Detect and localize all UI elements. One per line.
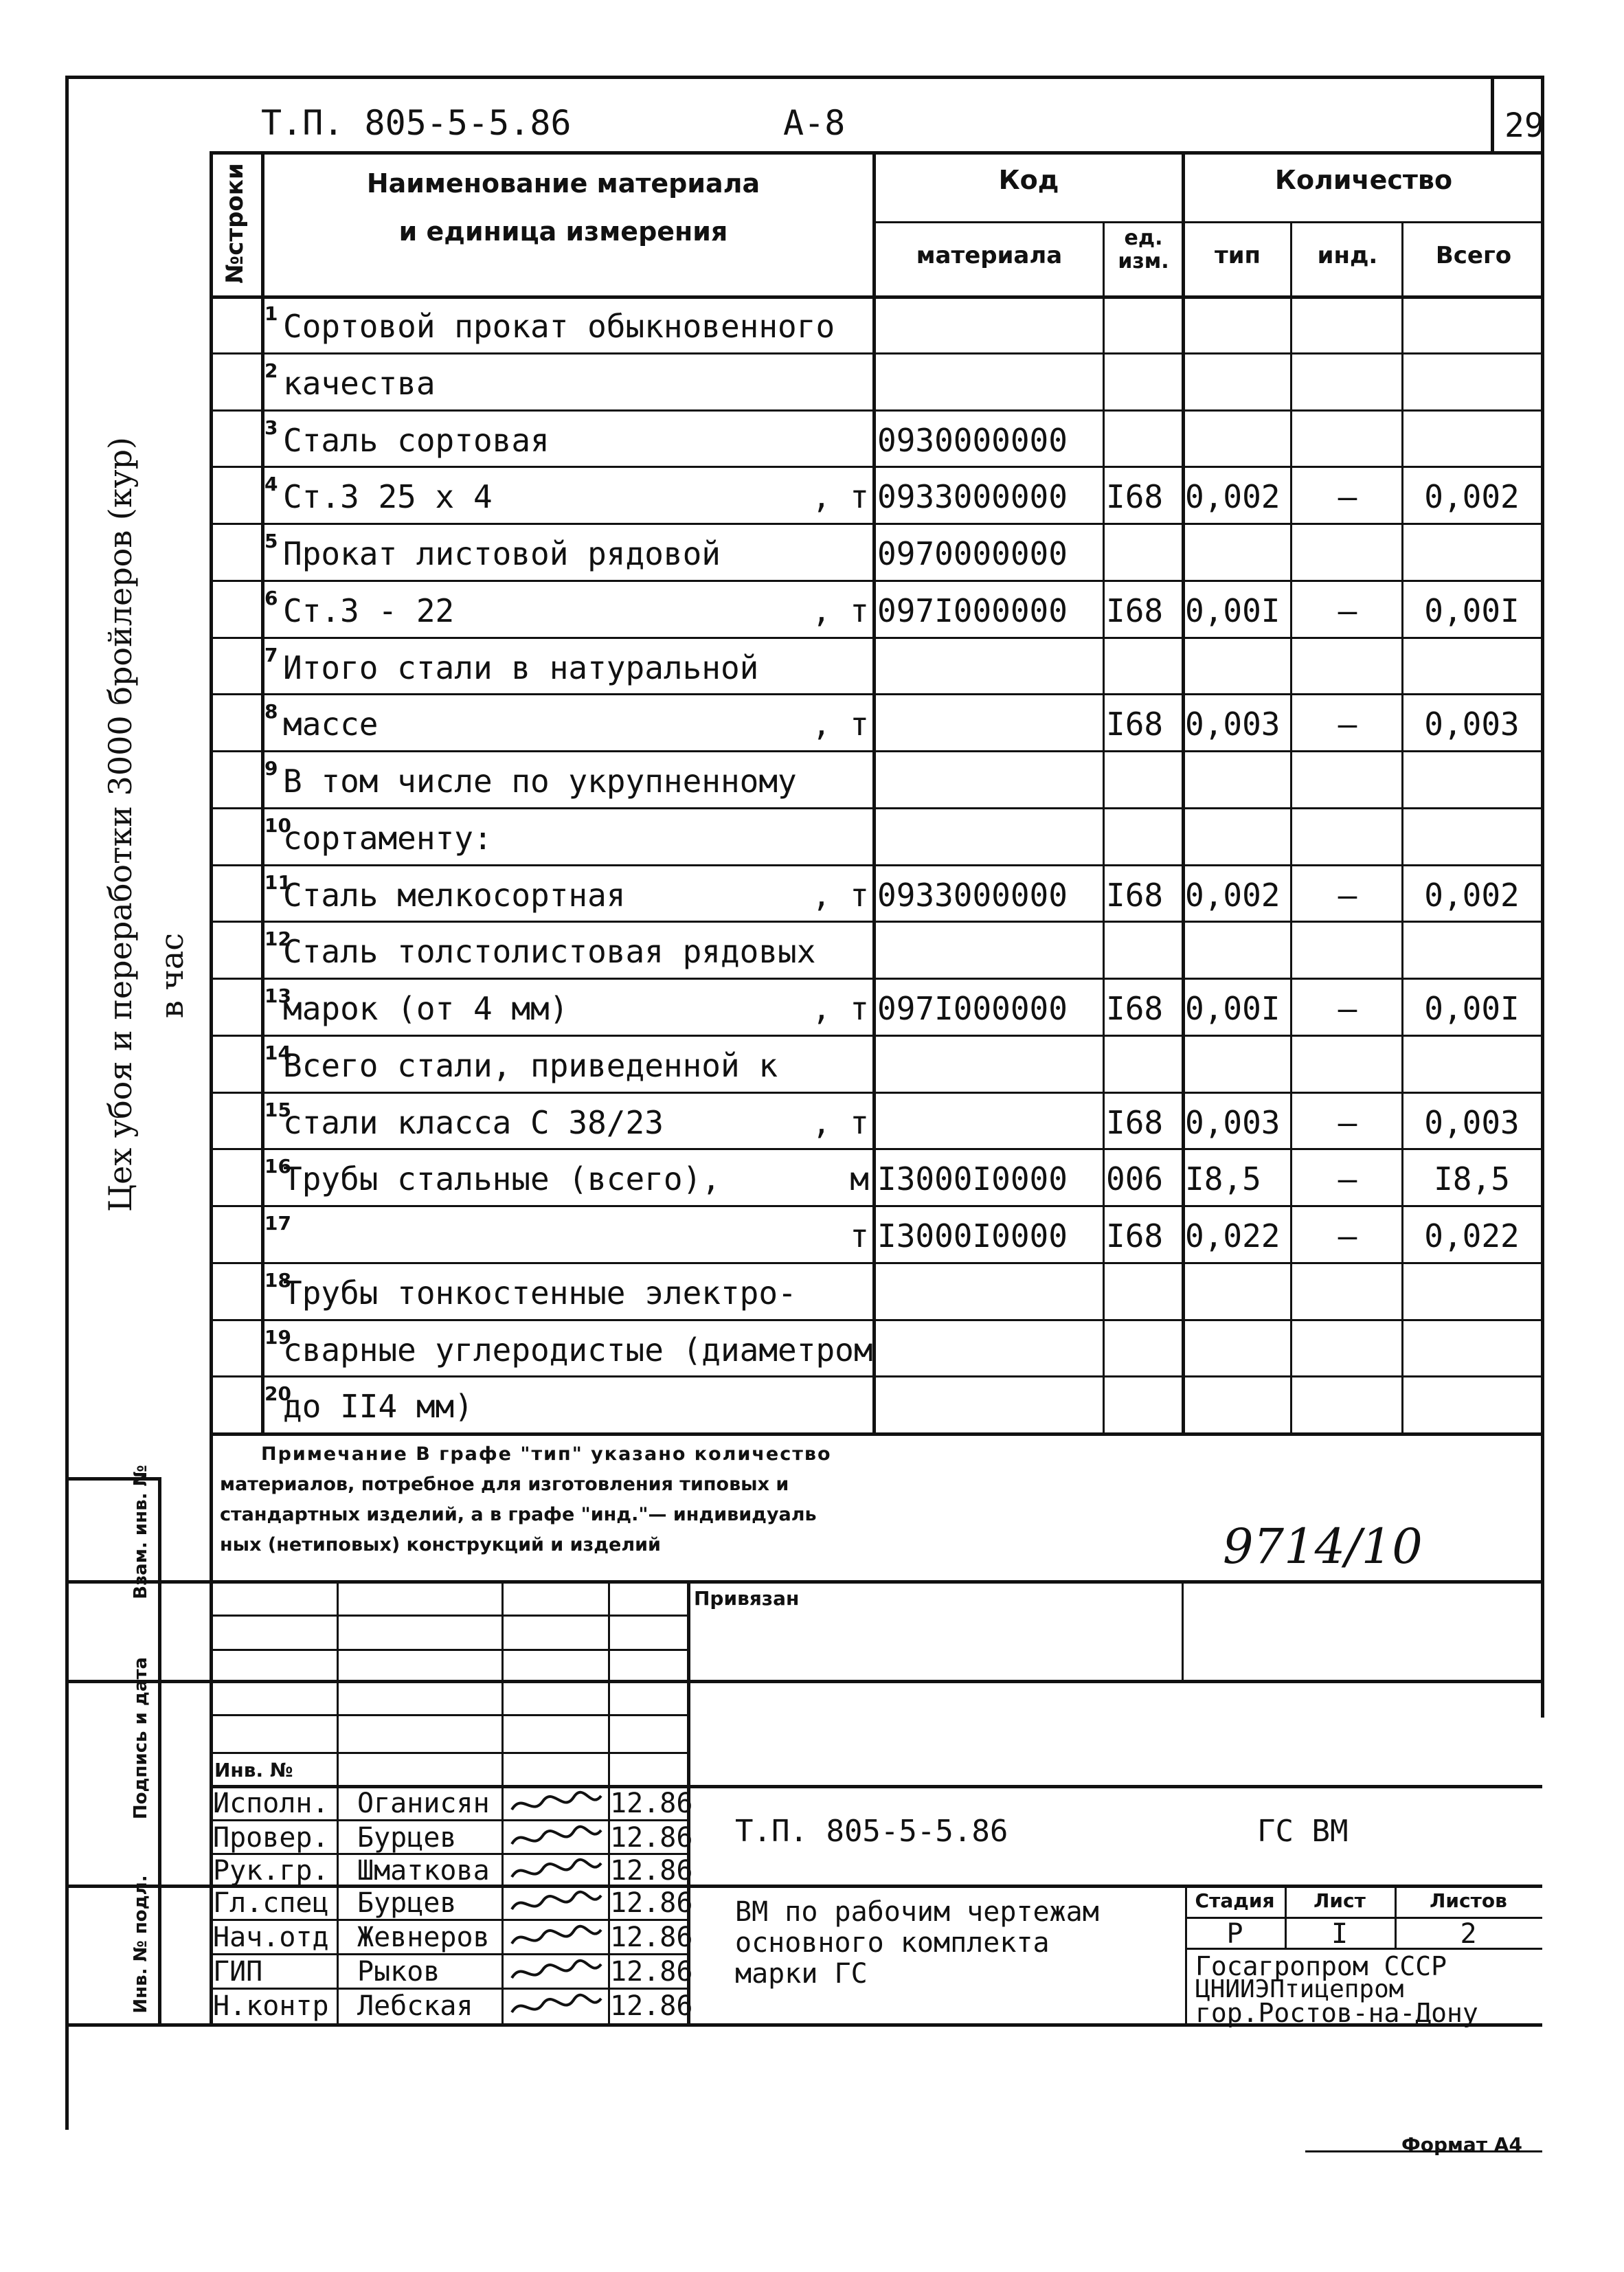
row-15-tip: 0,003 — [1185, 1103, 1281, 1141]
row-6-unit-tag: , т — [811, 592, 869, 629]
row-8-unit-tag: , т — [811, 706, 869, 743]
row-line — [210, 1375, 1542, 1377]
tb-h3 — [65, 1680, 1542, 1683]
row-line — [210, 1148, 1542, 1150]
row-11-u: I68 — [1106, 876, 1164, 914]
signer-4-role: Гл.спец — [213, 1887, 329, 1919]
header-bottom — [210, 295, 1542, 299]
col-line-ind — [1401, 221, 1403, 1432]
note-line-2: материалов, потребное для изготовления типовых и — [220, 1474, 789, 1495]
row-13-n: 13 — [264, 985, 291, 1007]
row-13-code: 097I000000 — [877, 990, 1068, 1027]
sheets-label: Листов — [1430, 1889, 1507, 1912]
row-8-ind: – — [1338, 706, 1357, 743]
signer-3-date: 12.86 — [610, 1855, 693, 1887]
row-line — [210, 1092, 1542, 1094]
row-13-tip: 0,00I — [1185, 990, 1281, 1027]
side-title: Цех убоя и переработки 3000 бройлеров (кур) — [102, 436, 139, 1213]
row-line — [210, 1319, 1542, 1321]
signature-mark — [508, 1923, 605, 1953]
row-15-name: стали класса С 38/23 — [283, 1103, 664, 1141]
row-17-unit-tag: т — [850, 1217, 869, 1255]
table-bottom — [210, 1432, 1542, 1436]
row-1-n: 1 — [264, 302, 278, 325]
tb-h2 — [210, 1649, 687, 1651]
row-6-code: 097I000000 — [877, 592, 1068, 629]
row-line — [210, 693, 1542, 695]
row-13-name: марок (от 4 мм) — [283, 990, 569, 1027]
frame-top — [65, 76, 1542, 79]
row-17-u: I68 — [1106, 1217, 1164, 1255]
row-4-name: Ст.3 25 х 4 — [283, 478, 493, 516]
signer-5-date: 12.86 — [610, 1922, 693, 1953]
row-16-ind: – — [1338, 1160, 1357, 1198]
org-line-1: Госагропром СССР — [1195, 1951, 1447, 1981]
row-17-total: 0,022 — [1424, 1217, 1520, 1255]
signer-3-role: Рук.гр. — [213, 1855, 329, 1887]
row-line — [210, 637, 1542, 639]
row-13-ind: – — [1338, 990, 1357, 1027]
row-line — [210, 750, 1542, 752]
tb-v2 — [501, 1580, 504, 2023]
row-6-name: Ст.3 - 22 — [283, 592, 455, 629]
org-line-2: ЦНИИЭПтицепром — [1195, 1975, 1404, 2003]
col-line-num — [261, 151, 264, 1432]
tb-h5 — [210, 1752, 687, 1754]
tb-h4 — [210, 1714, 687, 1716]
tb-h1 — [210, 1615, 687, 1617]
note-line-1: Примечание В графе "тип" указано количество — [261, 1443, 832, 1465]
row-13-u: I68 — [1106, 990, 1164, 1027]
row-16-unit-tag: м — [850, 1160, 869, 1198]
row-20-name: до II4 мм) — [283, 1388, 473, 1426]
signer-3-name: Шматкова — [357, 1855, 490, 1887]
name-header: Наименование материала — [366, 168, 760, 199]
row-11-ind: – — [1338, 876, 1357, 914]
row-4-code: 0933000000 — [877, 478, 1068, 516]
row-line — [210, 807, 1542, 809]
row-1-name: Сортовой прокат обыкновенного — [283, 308, 835, 345]
doc-code: Т.П. 805-5-5.86 — [261, 103, 572, 143]
organization — [1195, 1951, 1478, 2028]
row-2-name: качества — [283, 364, 436, 402]
privyazan-label: Привязан — [694, 1587, 800, 1610]
signer-7-name: Лебская — [357, 1990, 473, 2022]
row-6-u: I68 — [1106, 592, 1164, 629]
col-line-type — [1290, 221, 1292, 1432]
row-7-name: Итого стали в натуральной — [283, 649, 759, 686]
sheet-code: А-8 — [783, 103, 846, 143]
row-19-name: сварные углеродистые (диаметром — [283, 1331, 873, 1369]
row-line — [210, 921, 1542, 923]
header-mid — [872, 221, 1542, 223]
signer-7-date: 12.86 — [610, 1990, 693, 2022]
row-16-name: Трубы стальные (всего), — [283, 1160, 721, 1198]
row-4-ind: – — [1338, 478, 1357, 516]
row-11-total: 0,002 — [1424, 876, 1520, 914]
row-13-unit-tag: , т — [811, 990, 869, 1027]
handwritten-number: 9714/10 — [1223, 1518, 1423, 1575]
row-4-u: I68 — [1106, 478, 1164, 516]
row-14-n: 14 — [264, 1041, 291, 1064]
signature-mark — [508, 1789, 605, 1819]
row-12-n: 12 — [264, 927, 291, 951]
sheet-value: I — [1331, 1918, 1349, 1950]
row-16-n: 16 — [264, 1155, 291, 1178]
sheets-value: 2 — [1460, 1918, 1477, 1950]
col-line-code — [1103, 221, 1105, 1432]
row-17-tip: 0,022 — [1185, 1217, 1281, 1255]
row-line — [210, 580, 1542, 582]
row-10-n: 10 — [264, 813, 291, 837]
table-top — [210, 151, 1542, 155]
row-6-n: 6 — [264, 586, 278, 609]
row-15-unit-tag: , т — [811, 1103, 869, 1141]
row-14-name: Всего стали, приведенной к — [283, 1046, 778, 1084]
signer-6-date: 12.86 — [610, 1956, 693, 1988]
signer-7-role: Н.контр — [213, 1990, 329, 2022]
signer-2-date: 12.86 — [610, 1822, 693, 1854]
stamp-v — [158, 1477, 161, 2023]
signer-6-role: ГИП — [213, 1956, 263, 1988]
row-2-n: 2 — [264, 359, 278, 382]
row-4-n: 4 — [264, 473, 278, 496]
ind-header: инд. — [1317, 242, 1378, 269]
row-no-header: №строки — [221, 163, 249, 284]
row-11-n: 11 — [264, 870, 291, 894]
row-5-n: 5 — [264, 530, 278, 552]
col-line-name — [872, 151, 876, 1432]
row-line — [210, 352, 1542, 355]
row-15-n: 15 — [264, 1098, 291, 1121]
frame-left — [65, 76, 69, 2130]
tb-h10 — [210, 1919, 687, 1921]
sheet-label: Лист — [1313, 1889, 1366, 1912]
inv-no-label: Инв. № — [214, 1759, 293, 1781]
row-6-total: 0,00I — [1424, 592, 1520, 629]
tb-desc-2: основного комплекта — [735, 1927, 1050, 1959]
row-4-unit-tag: , т — [811, 478, 869, 516]
tb-desc-1: ВМ по рабочим чертежам — [735, 1896, 1099, 1928]
side-title-2: в час — [153, 932, 190, 1019]
row-13-total: 0,00I — [1424, 990, 1520, 1027]
tb-v1 — [337, 1580, 339, 2023]
note-line-4: ных (нетиповых) конструкций и изделий — [220, 1534, 661, 1555]
material-header: материала — [916, 242, 1063, 269]
row-8-u: I68 — [1106, 706, 1164, 743]
tb-h12 — [210, 1988, 687, 1990]
tb-h7 — [210, 1819, 687, 1821]
row-17-code: I3000I0000 — [877, 1217, 1068, 1255]
signer-1-name: Оганисян — [357, 1788, 490, 1819]
stamp-label-2: Подпись и дата — [131, 1656, 151, 1820]
row-8-total: 0,003 — [1424, 706, 1520, 743]
name-header-2: и единица измерения — [398, 216, 728, 247]
signer-5-role: Нач.отд — [213, 1922, 329, 1953]
row-15-total: 0,003 — [1424, 1103, 1520, 1141]
tb-top — [65, 1580, 1542, 1584]
signature-mark — [508, 1856, 605, 1887]
tb-h11 — [210, 1953, 687, 1955]
row-3-code: 0930000000 — [877, 421, 1068, 459]
signer-4-date: 12.86 — [610, 1887, 693, 1919]
row-18-name: Трубы тонкостенные электро- — [283, 1274, 797, 1312]
org-line-3: гор.Ростов-на-Дону — [1195, 1998, 1478, 2028]
row-line — [210, 978, 1542, 980]
stamp-label-3: Инв. № подл. — [131, 1875, 151, 2014]
type-header: тип — [1214, 242, 1261, 269]
row-17-n: 17 — [264, 1212, 291, 1235]
page-box-divider — [1491, 76, 1494, 151]
row-3-n: 3 — [264, 416, 278, 439]
stage-value: Р — [1226, 1918, 1243, 1950]
row-line — [210, 864, 1542, 866]
row-5-name: Прокат листовой рядовой — [283, 535, 721, 572]
tb-desc-3: марки ГС — [735, 1958, 868, 1990]
row-20-n: 20 — [264, 1382, 291, 1406]
row-4-tip: 0,002 — [1185, 478, 1281, 516]
note — [220, 1439, 1044, 1560]
row-12-name: Сталь толстолистовая рядовых — [283, 933, 816, 971]
row-17-ind: – — [1338, 1217, 1357, 1255]
signature-mark — [508, 1957, 605, 1988]
tb-v5 — [1182, 1580, 1184, 1680]
tb-doc-code: Т.П. 805-5-5.86 — [735, 1814, 1008, 1849]
signer-4-name: Бурцев — [357, 1887, 457, 1919]
total-header: Всего — [1435, 242, 1512, 269]
row-line — [210, 466, 1542, 468]
row-16-total: I8,5 — [1434, 1160, 1510, 1198]
row-8-tip: 0,003 — [1185, 706, 1281, 743]
row-16-u: 006 — [1106, 1160, 1164, 1198]
row-19-n: 19 — [264, 1325, 291, 1349]
signature-mark — [508, 1992, 605, 2022]
row-15-u: I68 — [1106, 1103, 1164, 1141]
note-line-3: стандартных изделий, а в графе "инд."— индивидуаль — [220, 1504, 817, 1525]
row-9-n: 9 — [264, 757, 278, 780]
row-3-name: Сталь сортовая — [283, 421, 550, 459]
signer-5-name: Жевнеров — [357, 1922, 490, 1953]
stage-label: Стадия — [1195, 1889, 1275, 1912]
unit-header: ед. изм. — [1118, 226, 1169, 273]
code-header: Код — [998, 165, 1059, 195]
signer-2-name: Бурцев — [357, 1822, 457, 1854]
row-line — [210, 1205, 1542, 1207]
row-16-tip: I8,5 — [1185, 1160, 1261, 1198]
format-label: Формат А4 — [1401, 2133, 1522, 2156]
row-11-unit-tag: , т — [811, 876, 869, 914]
signature-mark — [508, 1823, 605, 1854]
row-line — [210, 1262, 1542, 1264]
signer-2-role: Провер. — [213, 1822, 329, 1854]
row-7-n: 7 — [264, 643, 278, 666]
row-6-tip: 0,00I — [1185, 592, 1281, 629]
row-18-n: 18 — [264, 1268, 291, 1292]
row-8-n: 8 — [264, 700, 278, 723]
qty-header: Количество — [1274, 165, 1453, 195]
tb-mark: ГС ВМ — [1257, 1814, 1349, 1849]
row-15-ind: – — [1338, 1103, 1357, 1141]
row-6-ind: – — [1338, 592, 1357, 629]
row-9-name: В том числе по укрупненному — [283, 763, 797, 800]
row-11-name: Сталь мелкосортная — [283, 876, 626, 914]
row-10-name: сортаменту: — [283, 819, 493, 857]
row-line — [210, 1035, 1542, 1037]
row-5-code: 0970000000 — [877, 535, 1068, 572]
row-4-total: 0,002 — [1424, 478, 1520, 516]
signer-6-name: Рыков — [357, 1956, 440, 1988]
row-line — [210, 523, 1542, 525]
frame-right — [1541, 76, 1544, 1718]
row-11-tip: 0,002 — [1185, 876, 1281, 914]
col-line-left — [210, 151, 213, 1432]
row-8-name: массе — [283, 706, 379, 743]
signer-1-date: 12.86 — [610, 1788, 693, 1819]
row-11-code: 0933000000 — [877, 876, 1068, 914]
row-line — [210, 409, 1542, 412]
signature-mark — [508, 1889, 605, 1919]
stamp-label-1: Взам. инв. № — [131, 1465, 151, 1599]
row-16-code: I3000I0000 — [877, 1160, 1068, 1198]
page-number: 29 — [1504, 106, 1544, 145]
signer-1-role: Исполн. — [213, 1788, 329, 1819]
